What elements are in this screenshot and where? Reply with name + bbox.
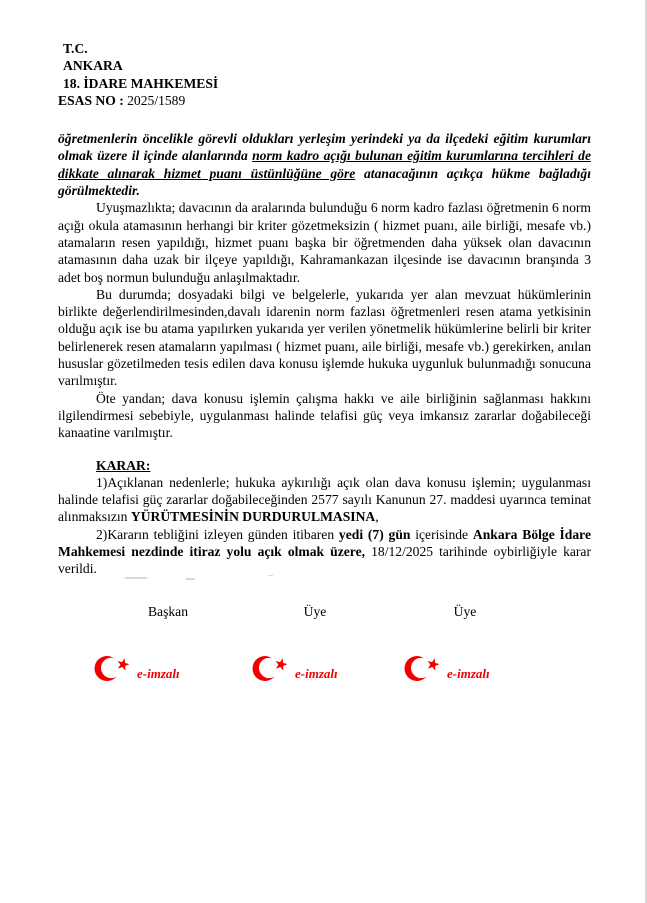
e-signature-stamps-row [58, 653, 591, 693]
signature-role-uye-2: Üye [453, 603, 477, 619]
e-signature-label: e-imzalı [137, 665, 180, 681]
signature-role-baskan: Başkan [147, 603, 189, 619]
redacted-signature-artifact [125, 577, 147, 579]
header-republic: T.C. [63, 41, 88, 56]
legal-assessment-paragraph: Bu durumda; dosyadaki bilgi ve belgelerle, yukarıda yer alan mevzuat hükümlerinin birlikte değerlendirilmesinden,davalı idarenin norm fazlası öğretmenleri resen atama yetkisinin olduğu açık ise bu atama yapılırken yukarıda yer verilen yönetmelik hükümlerine belirli bir kriter belirlenerek resen atamaların yapılması ( hizmet puanı, aile birliği, mesafe vb.) gerekirken, anılan hususlar gözetilmeden tesis edilen dava konusu işlemde hukuka uygunluk bulunmadığı sonucuna varılmıştır. [58, 286, 591, 389]
quote-text-post: atanacağının açıkça hükme bağladığı görülmektedir. [58, 165, 591, 199]
decision-date-text: 18/12/2025 tarihinde oybirliğiyle karar verildi. [58, 544, 591, 577]
redacted-signature-artifact [268, 575, 273, 576]
header-city: ANKARA [63, 58, 123, 74]
redacted-signature-artifact [186, 578, 195, 580]
dispute-findings-paragraph: Uyuşmazlıkta; davacının da aralarında bulunduğu 6 norm kadro fazlası öğretmenin 6 norm açığı okula atamasının herhangi bir kriter gözetmeksizin ( hizmet puanı, aile birliği, mesafe vb.) atamaların resen yapıldığı, hizmet puanı başka bir öğretmenden daha yüksek olan davacının atamasının daha uzak bir ilçeye yapıldığı, Kahramankazan ilçesinde ise davacının branşında 3 adet boş normun bulunduğu anlaşılmaktadır. [58, 200, 591, 285]
e-signature-stamp-uye-2 [404, 653, 490, 684]
case-number-label: ESAS NO : [58, 92, 124, 108]
crescent-star-icon [404, 653, 446, 684]
document-content [58, 40, 591, 693]
e-signature-stamp-uye-1 [252, 653, 338, 684]
signature-roles-row [58, 603, 591, 620]
decision-item-2-text: 2)Kararın tebliğini izleyen günden itibaren [96, 526, 339, 542]
header-court-name: 18. İDARE MAHKEMESİ [63, 75, 219, 91]
decision-item-2: 2)Kararın tebliğini izleyen günden itibaren yedi (7) gün içerisinde Ankara Bölge İdare Mahkemesi nezdinde itiraz yolu açık olmak üzere, 18/12/2025 tarihinde oybirliğiyle karar verildi. [58, 526, 591, 577]
e-signature-label: e-imzalı [295, 665, 338, 681]
decision-heading: KARAR: [96, 457, 151, 473]
decision-item-1-text: 1)Açıklanan nedenlerle; hukuka aykırılığı açık olan dava konusu işlemin; uygulanması halinde telafisi güç zararlar doğabileceğinden 2577 sayılı Kanunun 27. maddesi uyarınca teminat alınmaksızın [58, 474, 591, 525]
stay-of-execution-emphasis: YÜRÜTMESİNİN DURDURULMASINA [130, 509, 376, 525]
crescent-star-icon [94, 653, 136, 684]
signature-role-uye-1: Üye [303, 603, 327, 619]
quoted-regulation-paragraph [58, 130, 591, 199]
e-signature-stamp-baskan [94, 653, 180, 684]
irreparable-harm-paragraph: Öte yandan; dava konusu işlemin çalışma hakkı ve aile birliğinin sağlanması hakkını ilgilendirmesi sebebiyle, uygulanması halinde telafisi güç veya imkansız zararlar doğabileceği kanaatine varılmıştır. [58, 390, 591, 441]
decision-item-1: 1)Açıklanan nedenlerle; hukuka aykırılığı açık olan dava konusu işlemin; uygulanması halinde telafisi güç zararlar doğabileceğinden 2577 sayılı Kanunun 27. maddesi uyarınca teminat alınmaksızın YÜRÜTMESİNİN DURDURULMASINA, [58, 474, 591, 525]
quote-underlined-phrase: norm kadro açığı bulunan eğitim kurumlarına tercihleri de dikkate alınarak hizmet puanı üstünlüğüne göre [58, 148, 591, 181]
e-signature-label: e-imzalı [447, 665, 490, 681]
case-number-line [58, 92, 591, 109]
case-number-value: 2025/1589 [127, 92, 186, 108]
quote-text-pre: öğretmenlerin öncelikle görevli oldukları yerleşim yerindeki ya da ilçedeki eğitim kurumları olmak üzere il içinde alanlarında [58, 131, 591, 164]
crescent-star-icon [252, 653, 294, 684]
appeal-court-emphasis: Ankara Bölge İdare Mahkemesi nezdinde itiraz yolu açık olmak üzere, [58, 526, 591, 560]
document-header [58, 40, 591, 109]
appeal-period-emphasis: yedi (7) gün [338, 526, 411, 542]
